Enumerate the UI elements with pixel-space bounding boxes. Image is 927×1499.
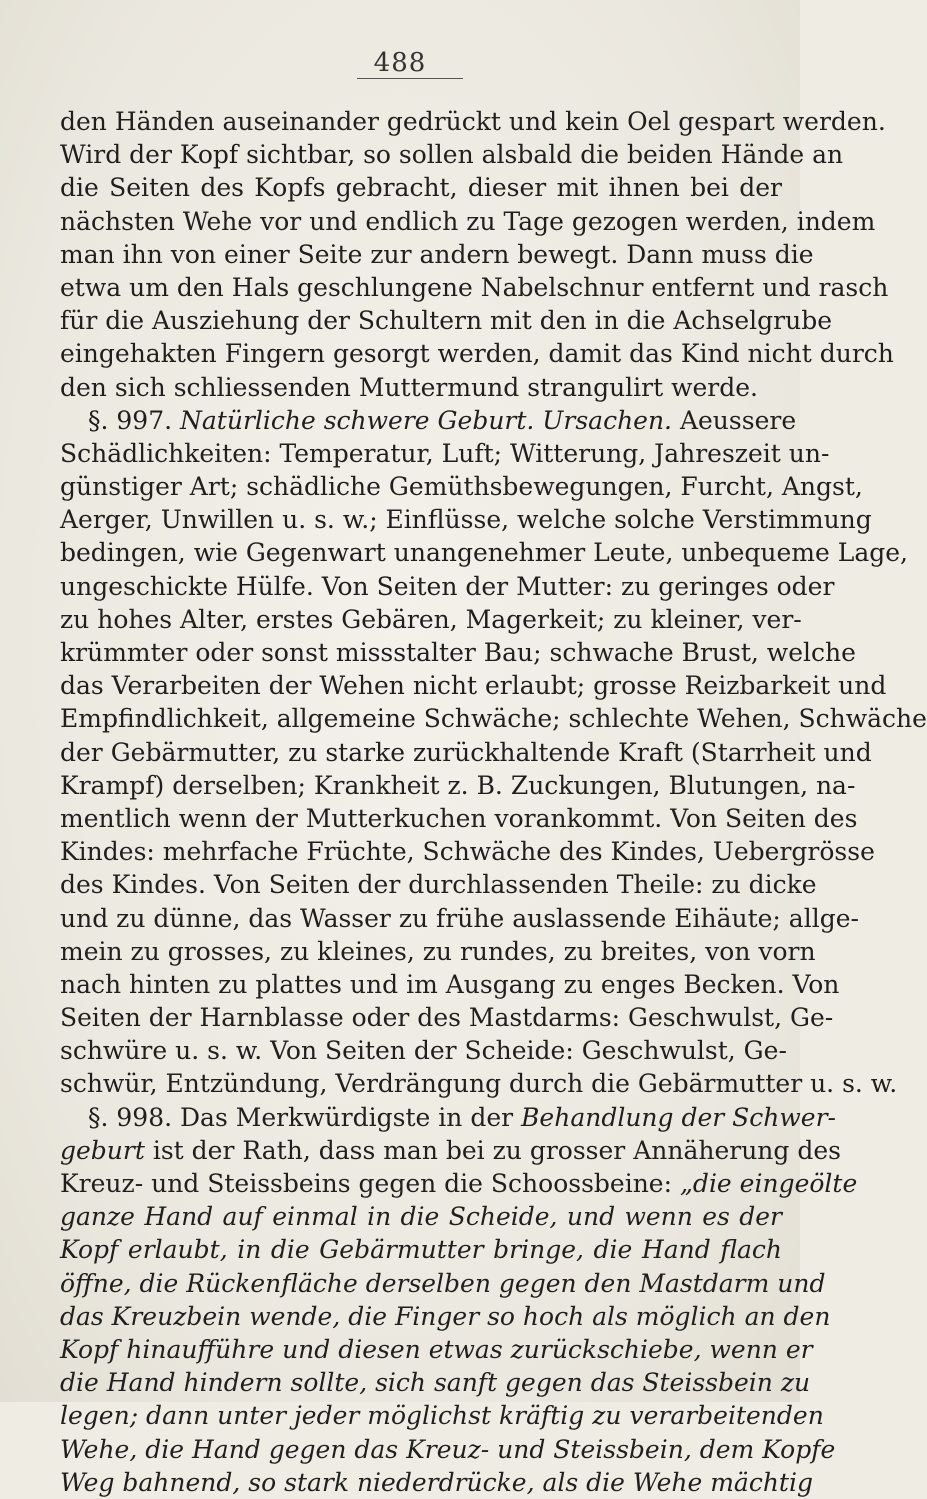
text-line	[60, 1267, 826, 1300]
text-line-italic: Weg bahnend, so stark niederdrücke, als die Wehe mächtig	[60, 1467, 813, 1497]
text-line	[60, 802, 858, 835]
text-line	[60, 404, 797, 437]
text-line-italic: die Hand hindern sollte, sich sanft gegen das Steissbein zu	[60, 1368, 811, 1398]
text-line-roman: Aeussere	[672, 405, 797, 435]
text-line-content: mentlich wenn der Mutterkuchen vorankommt. Von Seiten des	[60, 803, 858, 833]
text-line-content: zu hohes Alter, erstes Gebären, Magerkeit; zu kleiner, ver-	[60, 604, 802, 634]
text-line-roman: §. 997.	[88, 405, 181, 435]
text-line-italic: Kopf hinaufführe und diesen etwas zurückschiebe, wenn er	[60, 1334, 813, 1364]
page-number-rule	[357, 78, 463, 79]
text-line-italic: Wehe, die Hand gegen das Kreuz- und Steissbein, dem Kopfe	[60, 1434, 836, 1464]
text-line	[60, 437, 830, 470]
text-line-content: schwüre u. s. w. Von Seiten der Scheide: Geschwulst, Ge-	[60, 1036, 787, 1066]
text-line	[60, 1200, 782, 1233]
text-line	[60, 138, 844, 171]
text-line-italic: „die eingeölte	[679, 1169, 858, 1198]
text-line	[60, 1001, 834, 1034]
text-line	[60, 835, 875, 868]
text-line	[60, 570, 835, 603]
text-line	[60, 1134, 841, 1167]
text-line-roman: ist der Rath, dass man bei zu grosser Annäherung des	[144, 1135, 841, 1165]
text-line	[60, 1034, 787, 1067]
text-line	[60, 736, 872, 769]
text-line-italic: Kopf erlaubt, in die Gebärmutter bringe, die Hand flach	[60, 1235, 782, 1265]
text-line	[60, 1466, 813, 1499]
text-line-content: etwa um den Hals geschlungene Nabelschnur entfernt und rasch	[60, 272, 889, 302]
text-line	[60, 1366, 811, 1399]
text-line	[60, 603, 802, 636]
text-line-content: Kindes: mehrfache Früchte, Schwäche des Kindes, Uebergrösse	[60, 837, 875, 867]
text-line-content: den Händen auseinander gedrückt und kein Oel gespart werden.	[60, 107, 886, 136]
text-line	[60, 902, 859, 935]
text-line	[60, 769, 856, 802]
text-line	[60, 702, 927, 735]
text-line	[60, 1333, 813, 1366]
text-line	[60, 669, 887, 702]
text-line-italic: Behandlung der Schwer-	[521, 1102, 836, 1132]
text-line-italic: geburt	[60, 1135, 145, 1165]
text-line	[60, 337, 894, 370]
text-line	[60, 1433, 836, 1466]
text-line	[60, 1101, 836, 1134]
text-line	[60, 968, 840, 1001]
text-line-italic: öffne, die Rückenfläche derselben gegen den Mastdarm und	[60, 1268, 826, 1298]
text-line-content: Schädlichkeiten: Temperatur, Luft; Witterung, Jahreszeit un-	[60, 438, 830, 468]
text-line-content: krümmter oder sonst missstalter Bau; schwache Brust, welche	[60, 638, 856, 667]
text-line-italic: das Kreuzbein wende, die Finger so hoch als möglich an den	[60, 1301, 831, 1331]
text-line	[60, 304, 833, 337]
text-line-content: günstiger Art; schädliche Gemüthsbewegungen, Furcht, Angst,	[60, 472, 863, 502]
text-line-content: der Gebärmutter, zu starke zurückhaltende Kraft (Starrheit und	[60, 737, 872, 767]
text-line-content: mein zu grosses, zu kleines, zu rundes, zu breites, von vorn	[60, 936, 816, 966]
text-line	[60, 371, 782, 404]
text-line	[60, 1167, 858, 1200]
text-line	[60, 271, 889, 304]
text-line-italic: ganze Hand auf einmal in die Scheide, und wenn es der	[60, 1202, 782, 1232]
text-line-content: schwür, Entzündung, Verdrängung durch die Gebärmutter u. s. w.	[60, 1069, 898, 1099]
text-line-italic: Natürliche schwere Geburt. Ursachen.	[180, 405, 673, 435]
text-line-content: eingehakten Fingern gesorgt werden, damit das Kind nicht durch	[60, 339, 894, 369]
text-line-roman: Kreuz- und Steissbeins gegen die Schoossbeine:	[60, 1169, 680, 1198]
text-line-content: man ihn von einer Seite zur andern bewegt. Dann muss die	[60, 239, 814, 269]
text-line-roman: §. 998. Das Merkwürdigste in der	[88, 1102, 522, 1132]
text-line	[60, 238, 814, 271]
text-line	[60, 205, 876, 238]
text-line-content: für die Ausziehung der Schultern mit den in die Achselgrube	[60, 306, 833, 336]
text-line	[60, 536, 908, 569]
text-line	[60, 1233, 782, 1266]
text-line-content: Seiten der Harnblasse oder des Mastdarms: Geschwulst, Ge-	[60, 1003, 834, 1033]
text-line-content: Empfindlichkeit, allgemeine Schwäche; schlechte Wehen, Schwäche	[60, 704, 927, 734]
text-line-content: den sich schliessenden Muttermund strangulirt werde.	[60, 372, 758, 402]
text-line	[60, 636, 856, 669]
text-line-content: des Kindes. Von Seiten der durchlassenden Theile: zu dicke	[60, 870, 817, 900]
text-line-italic: legen; dann unter jeder möglichst kräftig zu verarbeitenden	[60, 1401, 824, 1431]
text-line	[60, 868, 817, 901]
text-line	[60, 171, 782, 204]
text-line-content: die Seiten des Kopfs gebracht, dieser mit ihnen bei der	[60, 173, 782, 203]
text-line-content: Aerger, Unwillen u. s. w.; Einflüsse, welche solche Verstimmung	[60, 505, 872, 535]
text-line	[60, 470, 863, 503]
text-line	[60, 1300, 831, 1333]
body-text	[60, 105, 927, 1499]
text-line	[60, 935, 816, 968]
text-line	[60, 1399, 824, 1432]
text-line-content: nächsten Wehe vor und endlich zu Tage gezogen werden, indem	[60, 206, 876, 236]
page-number: 488	[373, 48, 427, 78]
text-line	[60, 105, 886, 138]
text-line-content: ungeschickte Hülfe. Von Seiten der Mutter: zu geringes oder	[60, 571, 835, 601]
text-line-content: Krampf) derselben; Krankheit z. B. Zuckungen, Blutungen, na-	[60, 770, 856, 800]
text-line-content: und zu dünne, das Wasser zu frühe auslassende Eihäute; allge-	[60, 903, 859, 933]
text-line	[60, 1067, 898, 1100]
text-line	[60, 503, 872, 536]
text-line-content: das Verarbeiten der Wehen nicht erlaubt; grosse Reizbarkeit und	[60, 671, 887, 701]
text-line-content: nach hinten zu plattes und im Ausgang zu enges Becken. Von	[60, 969, 840, 999]
text-line-content: Wird der Kopf sichtbar, so sollen alsbald die beiden Hände an	[60, 140, 844, 170]
text-line-content: bedingen, wie Gegenwart unangenehmer Leute, unbequeme Lage,	[60, 538, 908, 568]
